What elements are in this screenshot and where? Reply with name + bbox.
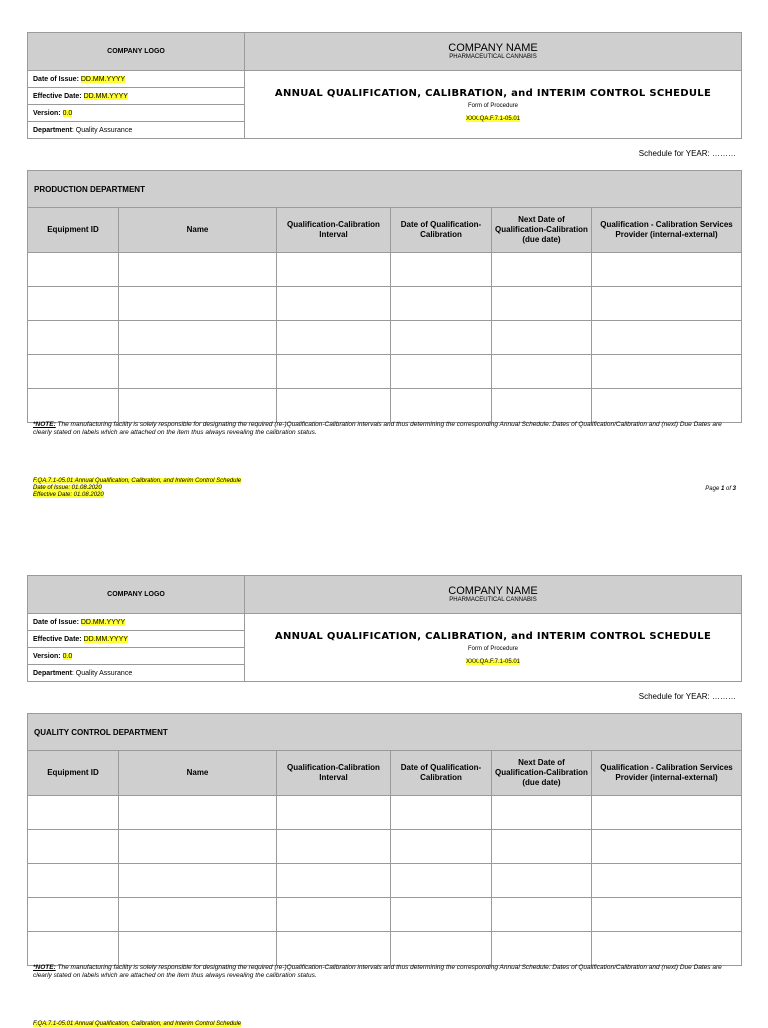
version-value: 0.0 — [62, 109, 73, 117]
effective-date-value: DD.MM.YYYY — [83, 635, 128, 643]
company-name: COMPANY NAME — [448, 42, 538, 54]
table-row — [28, 253, 742, 287]
note-label: *NOTE: — [33, 421, 56, 428]
table-row — [28, 830, 742, 864]
version: Version: 0.0 — [28, 648, 245, 665]
document-title: ANNUAL QUALIFICATION, CALIBRATION, and INTERIM CONTROL SCHEDULE — [274, 87, 712, 99]
column-header: Date of Qualification-Calibration — [391, 751, 492, 796]
effective-date: Effective Date: DD.MM.YYYY — [28, 88, 245, 105]
company-name-cell — [245, 576, 742, 614]
note-text: The manufacturing facility is solely responsible for designating the required (re-)Qualification-Calibration intervals and thus determining the corresponding Annual Schedule. Dates of Qualification/Calibration and (next) Due Dates are clearly stated on labels which are attached on the item thus always revealing the calibration status. — [33, 964, 722, 979]
version-value: 0.0 — [62, 652, 73, 660]
footer-form-title: F.QA.7.1-05.01 Annual Qualification, Calibration, and Interim Control Schedule — [33, 478, 242, 484]
table-row — [28, 355, 742, 389]
department: Department: Quality Assurance — [28, 665, 245, 682]
date-of-issue: Date of Issue: DD.MM.YYYY — [28, 71, 245, 88]
table-row — [28, 321, 742, 355]
column-header: Qualification - Calibration Services Provider (internal-external) — [592, 751, 742, 796]
footer-info — [33, 1021, 241, 1028]
column-header: Equipment ID — [28, 208, 119, 253]
note-text: The manufacturing facility is solely responsible for designating the required (re-)Qualification-Calibration intervals and thus determining the corresponding Annual Schedule. Dates of Qualification/Calibration and (next) Due Dates are clearly stated on labels which are attached on the item thus always revealing the calibration status. — [33, 421, 722, 436]
document-title-cell — [245, 614, 742, 682]
table-row — [28, 898, 742, 932]
table-row — [28, 389, 742, 423]
note — [33, 421, 737, 437]
page-number: Page 1 of 3 — [705, 486, 736, 492]
effective-date: Effective Date: DD.MM.YYYY — [28, 631, 245, 648]
schedule-table — [27, 170, 742, 423]
column-header: Qualification - Calibration Services Provider (internal-external) — [592, 208, 742, 253]
footer-info — [33, 478, 241, 499]
document-header — [27, 575, 742, 682]
column-header: Date of Qualification-Calibration — [391, 208, 492, 253]
column-header: Name — [119, 208, 277, 253]
form-code: XXX.QA.F.7.1-05.01 — [465, 658, 521, 665]
footer-form-title: F.QA.7.1-05.01 Annual Qualification, Calibration, and Interim Control Schedule — [33, 1021, 242, 1027]
table-row — [28, 864, 742, 898]
date-of-issue: Date of Issue: DD.MM.YYYY — [28, 614, 245, 631]
date-of-issue-value: DD.MM.YYYY — [80, 75, 126, 83]
column-header: Next Date of Qualification-Calibration (due date) — [492, 208, 592, 253]
company-logo: COMPANY LOGO — [28, 33, 245, 71]
schedule-year: Schedule for YEAR: ……… — [638, 692, 736, 701]
department-title: PRODUCTION DEPARTMENT — [28, 171, 742, 208]
note-label: *NOTE: — [33, 964, 56, 971]
table-row — [28, 287, 742, 321]
column-header: Qualification-Calibration Interval — [277, 208, 391, 253]
effective-date-value: DD.MM.YYYY — [83, 92, 128, 100]
form-label: Form of Procedure — [467, 102, 519, 109]
table-row — [28, 796, 742, 830]
document-title-cell — [245, 71, 742, 139]
column-header: Qualification-Calibration Interval — [277, 751, 391, 796]
department: Department: Quality Assurance — [28, 122, 245, 139]
schedule-table — [27, 713, 742, 966]
company-name: COMPANY NAME — [448, 585, 538, 597]
document-header — [27, 32, 742, 139]
note — [33, 964, 737, 980]
form-label: Form of Procedure — [467, 645, 519, 652]
version: Version: 0.0 — [28, 105, 245, 122]
company-subtitle: PHARMACEUTICAL CANNABIS — [449, 54, 537, 60]
form-code: XXX.QA.F.7.1-05.01 — [465, 115, 521, 122]
department-title: QUALITY CONTROL DEPARTMENT — [28, 714, 742, 751]
footer-date-of-issue: Date of Issue: 01.08.2020 — [33, 485, 102, 491]
document-title: ANNUAL QUALIFICATION, CALIBRATION, and INTERIM CONTROL SCHEDULE — [274, 630, 712, 642]
footer-effective-date: Effective Date: 01.08.2020 — [33, 492, 104, 498]
column-header: Name — [119, 751, 277, 796]
column-header: Next Date of Qualification-Calibration (due date) — [492, 751, 592, 796]
company-name-cell — [245, 33, 742, 71]
company-logo: COMPANY LOGO — [28, 576, 245, 614]
column-header: Equipment ID — [28, 751, 119, 796]
schedule-year: Schedule for YEAR: ……… — [638, 149, 736, 158]
table-row — [28, 932, 742, 966]
company-subtitle: PHARMACEUTICAL CANNABIS — [449, 597, 537, 603]
date-of-issue-value: DD.MM.YYYY — [80, 618, 126, 626]
